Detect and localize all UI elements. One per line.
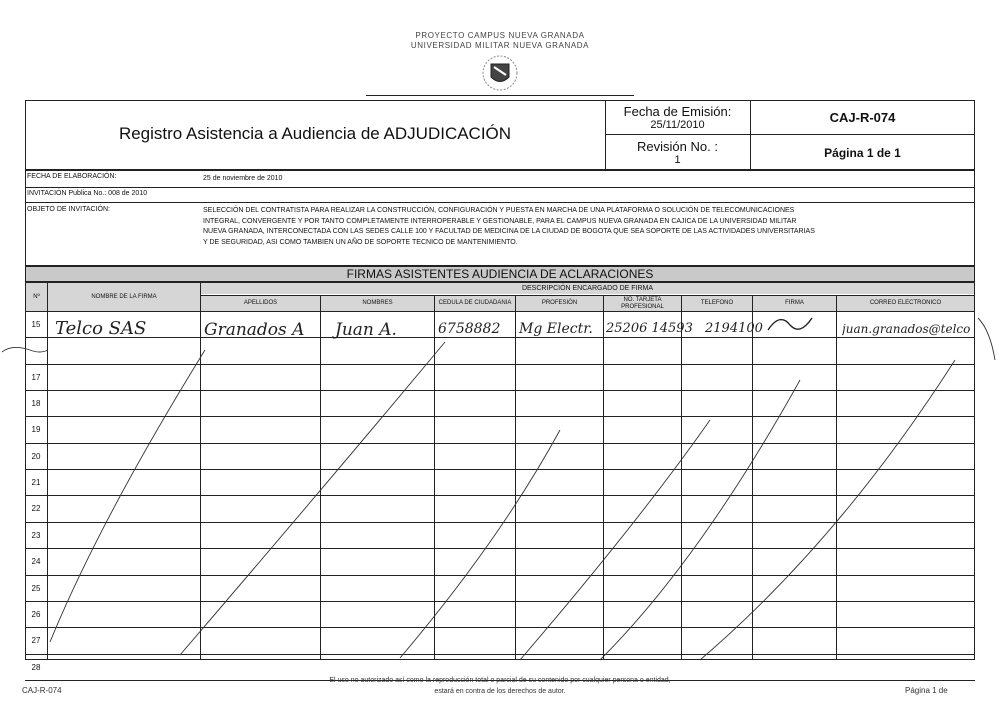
margin-note [978,318,995,360]
col-firma-name-header: NOMBRE DE LA FIRMA [48,283,200,311]
project-name: PROYECTO CAMPUS NUEVA GRANADA [415,31,585,40]
col-firma-header: FIRMA [753,296,836,311]
objeto-line: INTEGRAL, CONVERGENTE Y POR TANTO COMPLETAMENTE INTERROPERABLE Y GESTIONABLE, PARA EL CAMPUS NUEVA GRANADA EN CAJICA DE LA UNIVERSIDAD MILITAR [203,217,797,225]
row-number: 21 [31,478,41,488]
col-profesion-header: PROFESIÓN [516,296,603,311]
handwritten-correo: juan.granados@telco [842,322,971,336]
row-number: 27 [31,636,41,646]
col-nombres-header: NOMBRES [321,296,434,311]
revision-label: Revisión No. : [637,139,718,154]
margin-note [2,347,48,352]
handwritten-nombres: Juan A. [335,320,397,340]
row-number: 18 [31,399,41,409]
footer-code: CAJ-R-074 [22,686,62,695]
row-number: 23 [31,530,41,540]
strike-line [400,430,560,658]
form-code: CAJ-R-074 [829,109,896,125]
handwritten-telefono: 2194100 [705,321,763,336]
university-name: UNIVERSIDAD MILITAR NUEVA GRANADA [410,41,590,50]
col-apellidos-header: APELLIDOS [201,296,320,311]
row-number: 22 [31,504,41,514]
footer-page: Página 1 de [905,686,948,695]
fecha-emision-label: Fecha de Emisión: [623,103,732,119]
page-indicator: Página 1 de 1 [824,145,901,160]
col-cedula-header: CEDULA DE CIUDADANIA [435,296,515,311]
row-number: 15 [31,320,41,329]
fecha-elaboracion-label: FECHA DE ELABORACIÓN: [27,173,117,180]
col-correo-header: CORREO ELECTRONICO [837,296,974,311]
row-number: 26 [31,609,41,619]
revision-value: 1 [674,154,681,166]
invitacion-number: INVITACIÓN Publica No.: 008 de 2010 [27,190,148,197]
handwritten-firma: Telco SAS [55,318,147,339]
col-telefono-header: TELEFONO [682,296,752,311]
strike-line [520,420,710,660]
footer-notice-line: estará en contra de los derechos de autor. [434,688,566,695]
fecha-elaboracion-value: 25 de noviembre de 2010 [203,175,283,182]
row-number: 24 [31,557,41,567]
row-number: 20 [31,451,41,461]
form-title: Registro Asistencia a Audiencia de ADJUDICACIÓN [118,124,512,143]
col-tarjeta-header: NO. TARJETA PROFESIONAL [604,296,681,311]
footer-notice-line: El uso no autorizado así como la reproducción total o parcial de su contenido por cualquier persona o entidad, [329,677,671,684]
strike-line [600,380,800,660]
footer-notice [220,675,780,697]
signature-scribble [768,318,812,330]
row-number: 19 [31,425,41,435]
col-no-header: Nº [26,283,47,311]
handwritten-tarjeta: 25206 14593 [606,321,693,336]
objeto-label: OBJETO DE INVITACIÓN: [27,206,110,213]
row-number: 17 [31,372,41,382]
handwritten-profesion: Mg Electr. [519,321,593,337]
group-header: DESCRIPCIÓN ENCARGADO DE FIRMA [201,283,974,294]
objeto-line: SELECCIÓN DEL CONTRATISTA PARA REALIZAR LA CONSTRUCCIÓN, CONFIGURACIÓN Y PUESTA EN MARCHA DE UNA PLATAFORMA O SOLUCIÓN DE TELECOMUNICACIONES [203,207,795,214]
strike-line [700,360,955,660]
row-number: 28 [31,662,41,672]
objeto-line: NUEVA GRANADA, INTERCONECTADA CON LAS SEDES CALLE 100 Y FACULTAD DE MEDICINA DE LA CIUDAD DE BOGOTA QUE SEA SOPORTE DE LAS ACTIVIDADES UNIVERSITARIAS [203,228,815,235]
strike-line [180,342,445,655]
handwritten-apellidos: Granados A [204,320,305,340]
fecha-emision-value: 25/11/2010 [650,118,705,131]
strike-line [50,350,205,642]
row-number: 25 [31,583,41,593]
section-title: FIRMAS ASISTENTES AUDIENCIA DE ACLARACIONES [25,266,975,282]
objeto-line: Y DE SEGURIDAD, ASI COMO TAMBIEN UN AÑO DE SOPORTE TECNICO DE MANTENIMIENTO. [203,238,518,246]
handwritten-cedula: 6758882 [438,321,501,337]
